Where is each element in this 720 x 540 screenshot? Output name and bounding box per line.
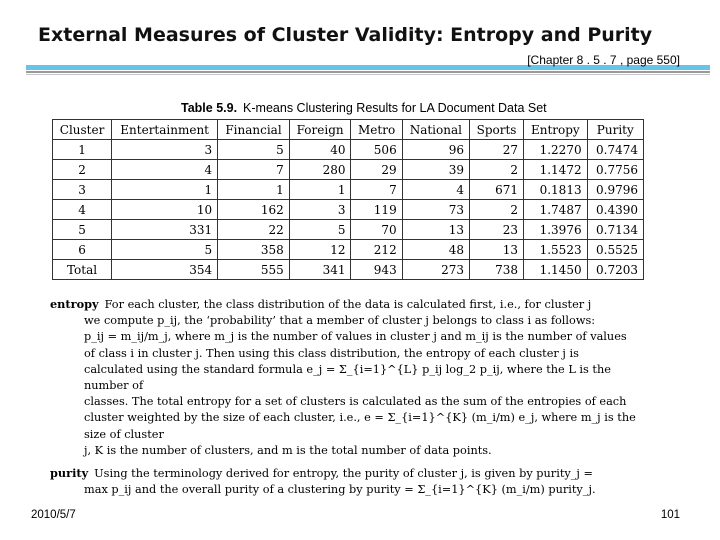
entropy-line: cluster weighted by the size of each cluster, i.e., e = Σ_{i=1}^{K} (m_i/m) e_j, where m_j is the size of cluster bbox=[84, 411, 636, 441]
table-cell: 29 bbox=[351, 160, 402, 180]
table-cell: 0.7756 bbox=[587, 160, 643, 180]
table-cell: 1.1472 bbox=[524, 160, 588, 180]
table-cell: 7 bbox=[351, 180, 402, 200]
table-cell: 506 bbox=[351, 140, 402, 160]
table-cell: 39 bbox=[402, 160, 469, 180]
table-cell: 273 bbox=[402, 260, 469, 280]
table-cell: 5 bbox=[218, 140, 290, 160]
table-cell: 4 bbox=[112, 160, 218, 180]
table-cell: 3 bbox=[112, 140, 218, 160]
table-cell: 2 bbox=[53, 160, 112, 180]
table-cell: 1 bbox=[53, 140, 112, 160]
column-header: Metro bbox=[351, 120, 402, 140]
purity-term: purity bbox=[50, 466, 89, 481]
table-cell: 212 bbox=[351, 240, 402, 260]
entropy-definition bbox=[50, 296, 642, 459]
table-cell: 23 bbox=[469, 220, 523, 240]
table-cell: 73 bbox=[402, 200, 469, 220]
table-cell: 1.3976 bbox=[524, 220, 588, 240]
table-cell: 22 bbox=[218, 220, 290, 240]
table-row bbox=[53, 140, 644, 160]
table-cell: 0.9796 bbox=[587, 180, 643, 200]
slide-title: External Measures of Cluster Validity: Entropy and Purity bbox=[38, 24, 653, 46]
table-total-row bbox=[53, 260, 644, 280]
table-cell: 12 bbox=[289, 240, 351, 260]
table-caption-label: Table 5.9. bbox=[181, 101, 238, 115]
table-cell: 354 bbox=[112, 260, 218, 280]
slide-date: 2010/5/7 bbox=[31, 509, 76, 521]
table-cell: 96 bbox=[402, 140, 469, 160]
purity-line: Using the terminology derived for entropy, the purity of cluster j, is given by purity_j = bbox=[94, 467, 593, 481]
table-cell: 358 bbox=[218, 240, 290, 260]
column-header: Entropy bbox=[524, 120, 588, 140]
column-header: Financial bbox=[218, 120, 290, 140]
table-cell: 1 bbox=[218, 180, 290, 200]
table-cell: 943 bbox=[351, 260, 402, 280]
purity-line: max p_ij and the overall purity of a clustering by purity = Σ_{i=1}^{K} (m_i/m) purity_j. bbox=[84, 483, 596, 497]
table-caption-text: K-means Clustering Results for LA Document Data Set bbox=[243, 101, 547, 115]
table-cell: 1.5523 bbox=[524, 240, 588, 260]
table-cell: 0.7474 bbox=[587, 140, 643, 160]
table-cell: 48 bbox=[402, 240, 469, 260]
entropy-line: of class i in cluster j. Then using this class distribution, the entropy of each cluster j is bbox=[84, 346, 579, 360]
entropy-line: j, K is the number of clusters, and m is the total number of data points. bbox=[84, 443, 492, 457]
entropy-line: classes. The total entropy for a set of clusters is calculated as the sum of the entropies of each bbox=[84, 395, 627, 409]
table-row bbox=[53, 160, 644, 180]
table-row bbox=[53, 200, 644, 220]
table-row bbox=[53, 180, 644, 200]
purity-definition bbox=[50, 465, 642, 498]
entropy-term: entropy bbox=[50, 297, 99, 311]
table-cell: Total bbox=[53, 260, 112, 280]
table-cell: 2 bbox=[469, 200, 523, 220]
table-cell: 3 bbox=[53, 180, 112, 200]
table-cell: 119 bbox=[351, 200, 402, 220]
table-cell: 738 bbox=[469, 260, 523, 280]
column-header: Foreign bbox=[289, 120, 351, 140]
table-cell: 0.4390 bbox=[587, 200, 643, 220]
table-caption bbox=[181, 101, 547, 115]
title-underline-light bbox=[26, 74, 710, 75]
table-cell: 1.2270 bbox=[524, 140, 588, 160]
title-underline-gray bbox=[26, 71, 710, 73]
table-cell: 3 bbox=[289, 200, 351, 220]
table-cell: 162 bbox=[218, 200, 290, 220]
table-cell: 4 bbox=[53, 200, 112, 220]
table-cell: 6 bbox=[53, 240, 112, 260]
table-cell: 5 bbox=[289, 220, 351, 240]
table-cell: 27 bbox=[469, 140, 523, 160]
table-cell: 5 bbox=[112, 240, 218, 260]
table-row bbox=[53, 220, 644, 240]
table-cell: 0.5525 bbox=[587, 240, 643, 260]
table-cell: 4 bbox=[402, 180, 469, 200]
column-header: Cluster bbox=[53, 120, 112, 140]
column-header: Purity bbox=[587, 120, 643, 140]
table-cell: 555 bbox=[218, 260, 290, 280]
table-cell: 671 bbox=[469, 180, 523, 200]
table-cell: 0.1813 bbox=[524, 180, 588, 200]
table-cell: 13 bbox=[469, 240, 523, 260]
table-cell: 10 bbox=[112, 200, 218, 220]
table-cell: 13 bbox=[402, 220, 469, 240]
table-cell: 7 bbox=[218, 160, 290, 180]
table-cell: 331 bbox=[112, 220, 218, 240]
table-cell: 70 bbox=[351, 220, 402, 240]
entropy-line: calculated using the standard formula e_j = Σ_{i=1}^{L} p_ij log_2 p_ij, where the L is the number of bbox=[84, 362, 611, 393]
table-cell: 2 bbox=[469, 160, 523, 180]
table-cell: 1.7487 bbox=[524, 200, 588, 220]
definitions bbox=[50, 296, 642, 504]
chapter-reference: [Chapter 8 . 5 . 7 , page 550] bbox=[527, 53, 680, 67]
table-header-row bbox=[53, 120, 644, 140]
entropy-line: For each cluster, the class distribution of the data is calculated first, i.e., for cluster j bbox=[104, 298, 592, 311]
table-cell: 5 bbox=[53, 220, 112, 240]
table-cell: 280 bbox=[289, 160, 351, 180]
table-row bbox=[53, 240, 644, 260]
table-cell: 1 bbox=[289, 180, 351, 200]
table-cell: 0.7134 bbox=[587, 220, 643, 240]
entropy-line: we compute p_ij, the ‘probability’ that a member of cluster j belongs to class i as follows: bbox=[84, 314, 596, 328]
slide-number: 101 bbox=[660, 509, 680, 521]
table-cell: 341 bbox=[289, 260, 351, 280]
column-header: Sports bbox=[469, 120, 523, 140]
column-header: National bbox=[402, 120, 469, 140]
table-cell: 40 bbox=[289, 140, 351, 160]
table-cell: 0.7203 bbox=[587, 260, 643, 280]
table-cell: 1 bbox=[112, 180, 218, 200]
kmeans-results-table bbox=[52, 119, 644, 280]
column-header: Entertainment bbox=[112, 120, 218, 140]
table-cell: 1.1450 bbox=[524, 260, 588, 280]
entropy-line: p_ij = m_ij/m_j, where m_j is the number of values in cluster j and m_ij is the number of values bbox=[84, 330, 627, 344]
